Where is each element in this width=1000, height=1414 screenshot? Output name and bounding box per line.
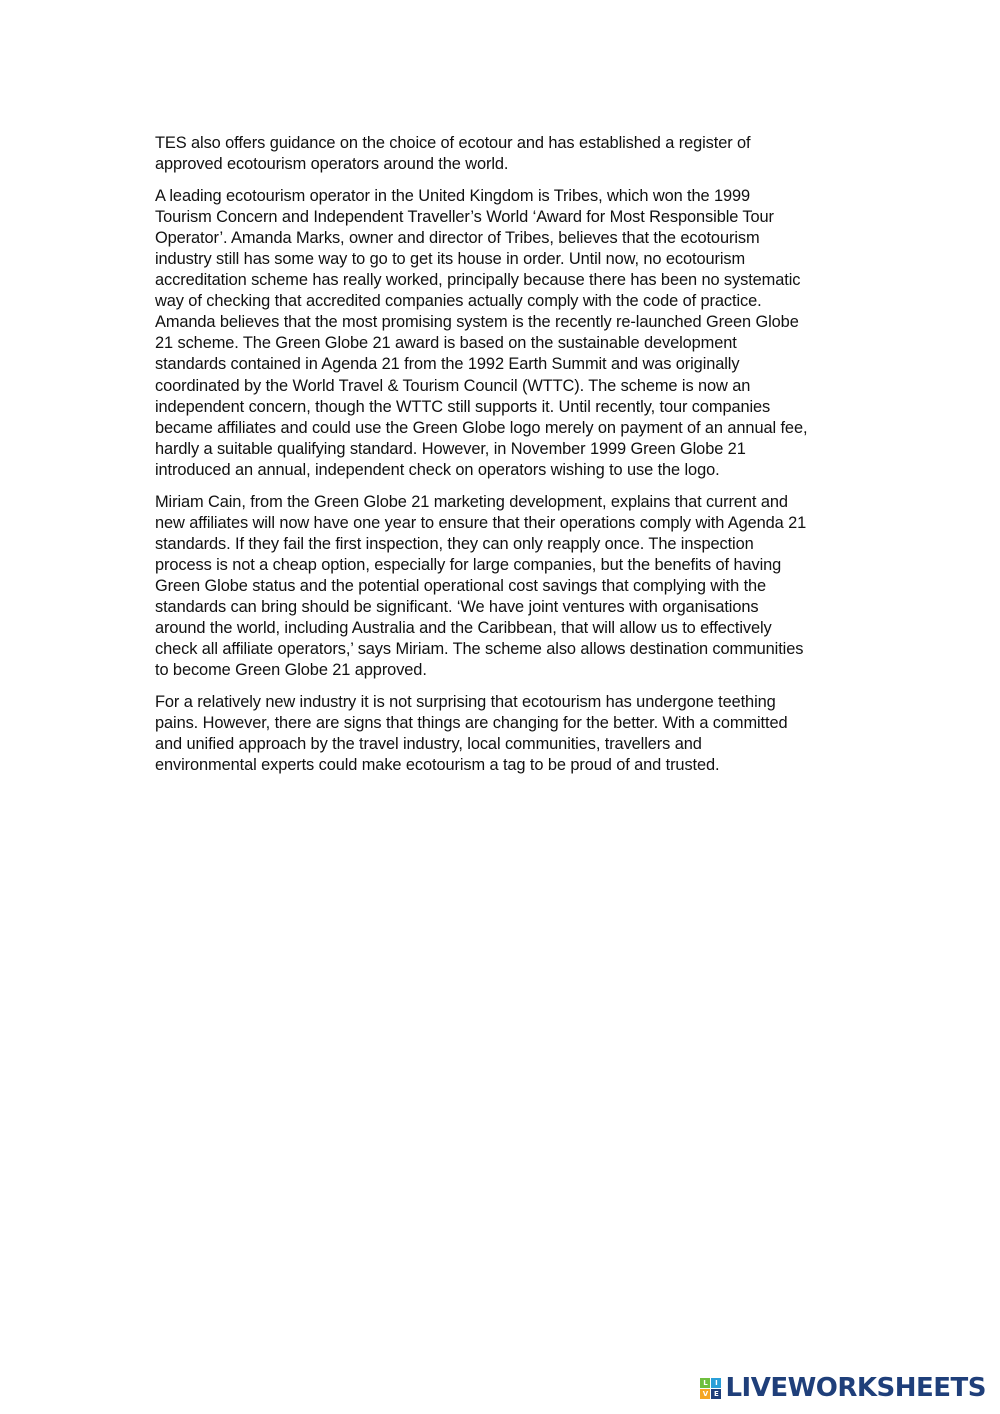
logo-text: LIVEWORKSHEETS xyxy=(725,1373,986,1403)
text-line: 21 scheme. The Green Globe 21 award is based on the sustainable development xyxy=(155,334,737,353)
text-line: standards. If they fail the first inspection, they can only reapply once. The inspection xyxy=(155,534,754,553)
text-line: process is not a cheap option, especially for large companies, but the benefits of having xyxy=(155,555,782,574)
text-line: new affiliates will now have one year to ensure that their operations comply with Agenda 21 xyxy=(155,513,807,532)
text-line: and unified approach by the travel industry, local communities, travellers and xyxy=(155,735,702,754)
text-line: became affiliates and could use the Green Globe logo merely on payment of an annual fee, xyxy=(155,418,808,437)
logo-cell: V xyxy=(700,1389,710,1399)
text-line: around the world, including Australia and the Caribbean, that will allow us to effectively xyxy=(155,619,772,638)
logo-cell: E xyxy=(711,1389,721,1399)
text-line: check all affiliate operators,’ says Miriam. The scheme also allows destination communities xyxy=(155,640,804,659)
liveworksheets-logo xyxy=(700,1374,986,1402)
text-line: For a relatively new industry it is not surprising that ecotourism has undergone teething xyxy=(155,693,776,712)
text-line: TES also offers guidance on the choice of ecotour and has established a register of xyxy=(155,134,751,152)
text-line: Amanda believes that the most promising system is the recently re-launched Green Globe xyxy=(155,313,799,332)
text-line: environmental experts could make ecotourism a tag to be proud of and trusted. xyxy=(155,756,720,775)
text-line: way of checking that accredited companies actually comply with the code of practice. xyxy=(155,292,762,311)
text-line: coordinated by the World Travel & Tourism Council (WTTC). The scheme is now an xyxy=(155,376,751,395)
document-body xyxy=(155,133,875,787)
text-line: Green Globe status and the potential operational cost savings that complying with the xyxy=(155,576,767,595)
text-line: approved ecotourism operators around the world. xyxy=(155,155,509,174)
logo-cell: L xyxy=(700,1378,710,1388)
logo-cell: I xyxy=(711,1378,721,1388)
logo-grid-icon xyxy=(700,1378,721,1399)
text-line: standards contained in Agenda 21 from the 1992 Earth Summit and was originally xyxy=(155,355,740,374)
text-line: standards can bring should be significant. ‘We have joint ventures with organisations xyxy=(155,597,759,616)
paragraph-conclusion xyxy=(155,692,875,776)
paragraph-tes-guidance xyxy=(155,133,875,175)
text-line: Operator’. Amanda Marks, owner and director of Tribes, believes that the ecotourism xyxy=(155,229,760,248)
text-line: independent concern, though the WTTC still supports it. Until recently, tour companies xyxy=(155,397,771,416)
text-line: Miriam Cain, from the Green Globe 21 marketing development, explains that current and xyxy=(155,492,788,511)
text-line: pains. However, there are signs that things are changing for the better. With a committed xyxy=(155,714,788,733)
text-line: to become Green Globe 21 approved. xyxy=(155,661,427,680)
text-line: industry still has some way to go to get its house in order. Until now, no ecotourism xyxy=(155,250,746,269)
text-line: A leading ecotourism operator in the United Kingdom is Tribes, which won the 1999 xyxy=(155,187,751,206)
text-line: accreditation scheme has really worked, principally because there has been no systematic xyxy=(155,271,801,290)
text-line: hardly a suitable qualifying standard. However, in November 1999 Green Globe 21 xyxy=(155,439,746,458)
text-line: introduced an annual, independent check on operators wishing to use the logo. xyxy=(155,460,720,479)
paragraph-miriam-cain xyxy=(155,492,875,681)
text-line: Tourism Concern and Independent Traveller’s World ‘Award for Most Responsible Tour xyxy=(155,208,774,227)
paragraph-tribes-operator xyxy=(155,186,875,481)
